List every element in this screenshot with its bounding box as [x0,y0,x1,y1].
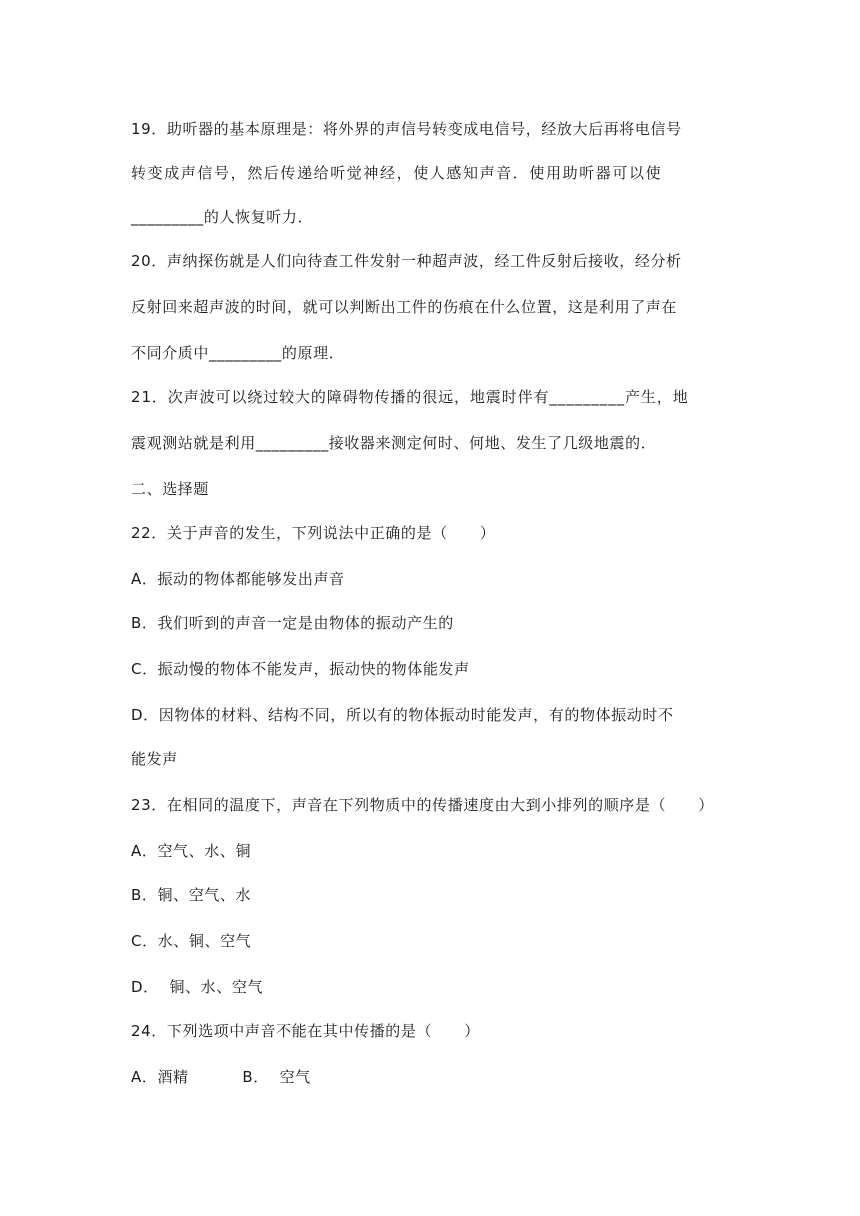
q22-option-b: B．我们听到的声音一定是由物体的振动产生的 [131,614,454,632]
q23-stem: 23．在相同的温度下，声音在下列物质中的传播速度由大到小排列的顺序是（ ） [131,796,714,814]
q22-option-d-line-1: D．因物体的材料、结构不同，所以有的物体振动时能发声，有的物体振动时不 [131,706,674,724]
q24-stem: 24．下列选项中声音不能在其中传播的是（ ） [131,1022,480,1040]
q20-line-2: 反射回来超声波的时间，就可以判断出工件的伤痕在什么位置，这是利用了声在 [131,298,678,316]
section-heading-choice: 二、选择题 [131,480,210,498]
q24-options-a-b: A．酒精 B． 空气 [131,1068,311,1086]
q22-option-c: C．振动慢的物体不能发声，振动快的物体能发声 [131,660,470,678]
q20-line-1: 20．声纳探伤就是人们向待查工件发射一种超声波，经工件反射后接收，经分析 [131,252,682,270]
q21-line-2: 震观测站就是利用_________接收器来测定何时、何地、发生了几级地震的． [131,434,657,452]
q22-option-a: A．振动的物体都能够发出声音 [131,570,345,588]
q20-line-3: 不同介质中_________的原理． [131,344,345,362]
q19-line-1: 19．助听器的基本原理是：将外界的声信号转变成电信号，经放大后再将电信号 [131,120,682,138]
q23-option-b: B．铜、空气、水 [131,886,252,904]
q19-line-3: _________的人恢复听力． [131,208,314,226]
q22-stem: 22．关于声音的发生，下列说法中正确的是（ ） [131,524,496,542]
q22-option-d-line-2: 能发声 [131,750,178,768]
q23-option-c: C．水、铜、空气 [131,932,252,950]
q19-line-2: 转变成声信号，然后传递给听觉神经，使人感知声音．使用助听器可以使 [131,164,663,182]
q23-option-d: D． 铜、水、空气 [131,978,264,996]
q21-line-1: 21．次声波可以绕过较大的障碍物传播的很远，地震时伴有_________产生，地 [131,388,689,406]
q23-option-a: A．空气、水、铜 [131,842,252,860]
